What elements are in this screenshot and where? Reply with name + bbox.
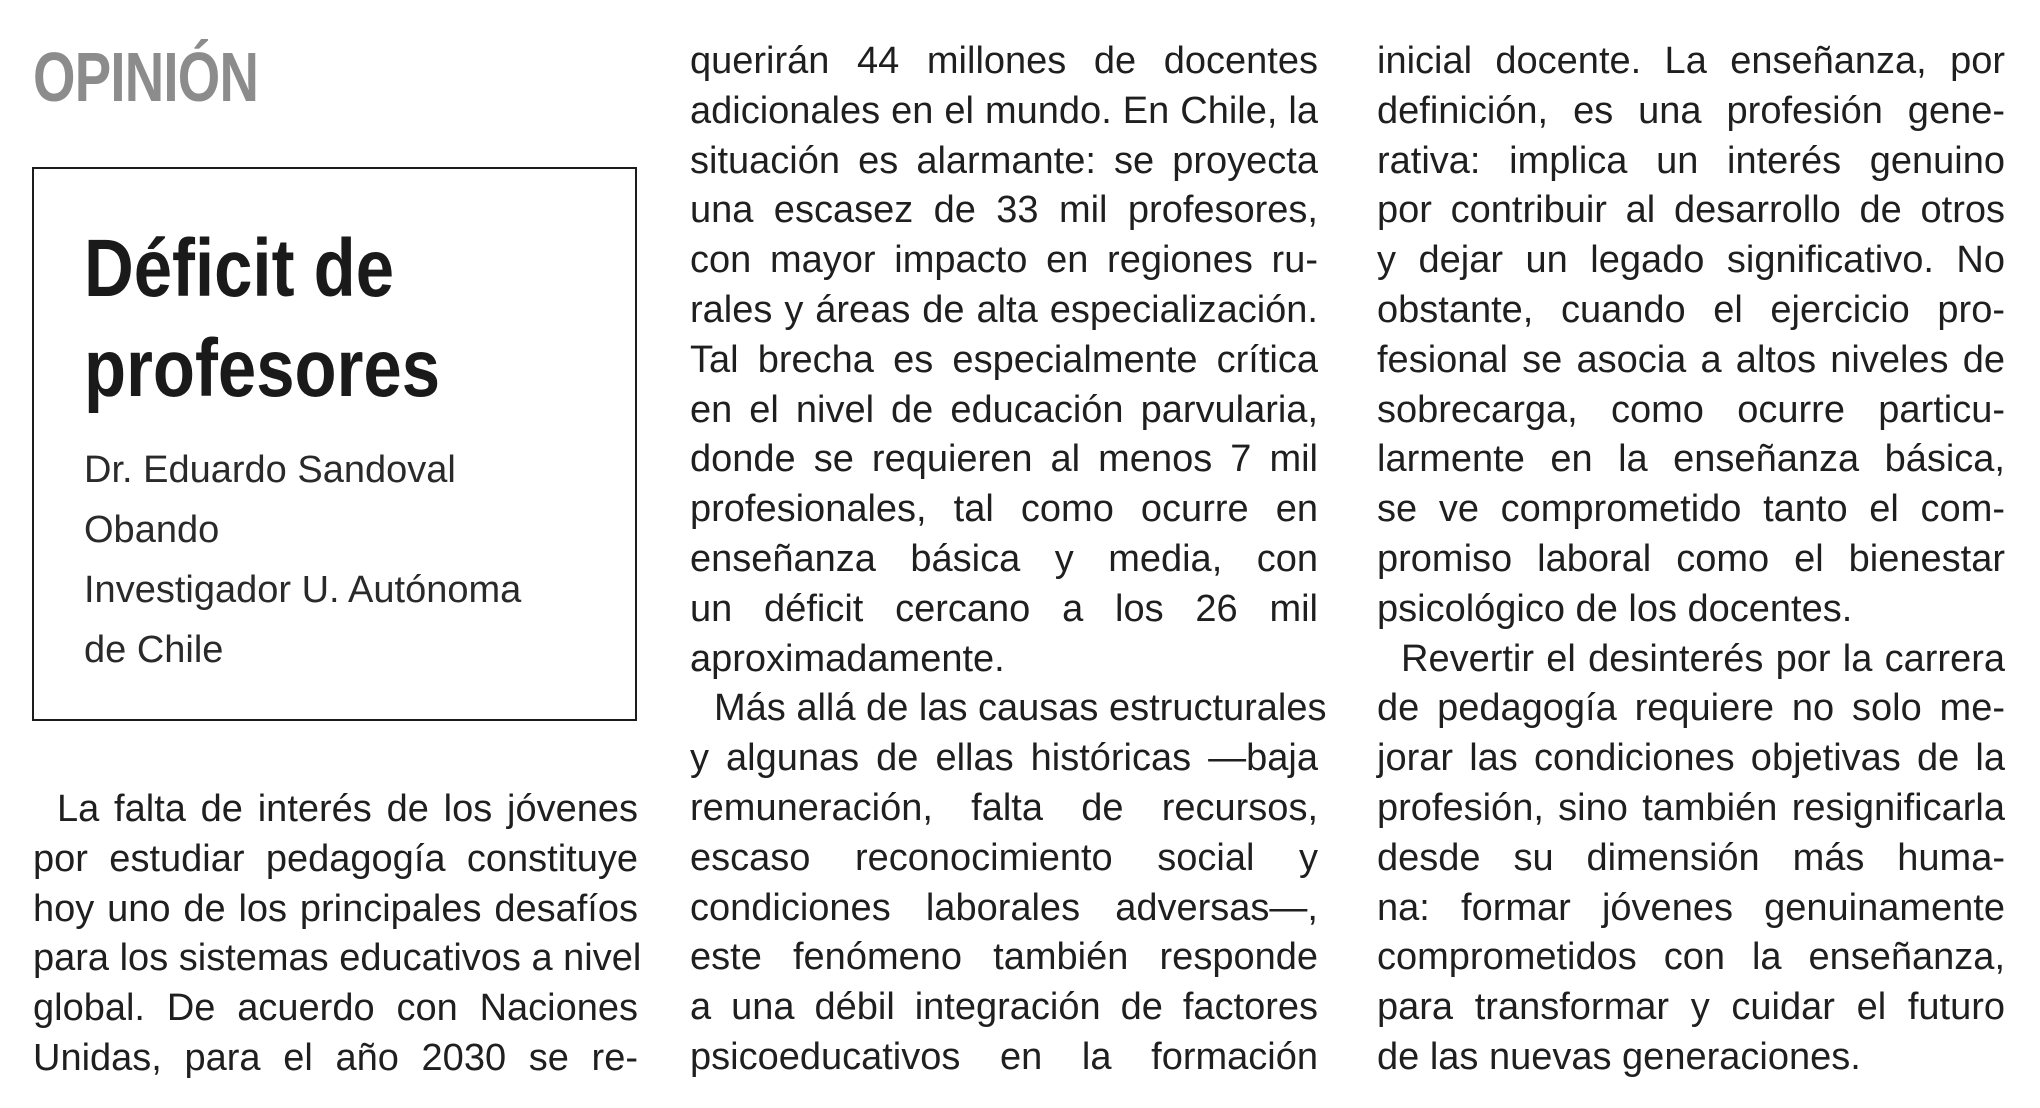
text-line: profesión, sino también resignificarla	[1377, 786, 2005, 829]
text-line: adicionales en el mundo. En Chile, la	[690, 89, 1318, 132]
text-line: larmente en la enseñanza básica,	[1377, 438, 2005, 481]
text-line: Unidas, para el año 2030 se re-	[33, 1036, 638, 1079]
text-line: obstante, cuando el ejercicio pro-	[1377, 288, 2005, 331]
text-line: profesionales, tal como ocurre en	[690, 488, 1318, 531]
article-column-3	[1377, 37, 2005, 1083]
author-affiliation: Investigador U. Autónoma	[84, 569, 522, 611]
text-line: con mayor impacto en regiones ru-	[690, 239, 1318, 282]
text-line: querirán 44 millones de docentes	[690, 40, 1318, 82]
text-line: remuneración, falta de recursos,	[690, 786, 1318, 829]
text-line: por contribuir al desarrollo de otros	[1377, 189, 2005, 232]
byline	[84, 440, 521, 680]
headline-line: Déficit de	[84, 223, 395, 314]
section-label: OPINIÓN	[33, 38, 259, 116]
text-line: de las nuevas generaciones.	[1377, 1035, 1861, 1078]
text-line: una escasez de 33 mil profesores,	[690, 189, 1318, 232]
text-line: La falta de interés de los jóvenes	[57, 788, 638, 830]
text-line: escaso reconocimiento social y	[690, 836, 1318, 879]
text-line: para los sistemas educativos a nivel	[33, 937, 642, 980]
text-line: psicoeducativos en la formación	[690, 1035, 1318, 1078]
text-line: enseñanza básica y media, con	[690, 537, 1318, 580]
text-line: desde su dimensión más huma-	[1377, 836, 2005, 879]
text-line: sobrecarga, como ocurre particu-	[1377, 388, 2005, 431]
text-line: Tal brecha es especialmente crítica	[690, 338, 1318, 381]
article-column-1	[33, 785, 642, 1084]
author-affiliation: de Chile	[84, 629, 224, 671]
text-line: promiso laboral como el bienestar	[1377, 537, 2005, 580]
text-line: rales y áreas de alta especialización.	[690, 288, 1318, 331]
text-line: en el nivel de educación parvularia,	[690, 388, 1318, 431]
text-line: jorar las condiciones objetivas de la	[1377, 737, 2005, 780]
author-name: Dr. Eduardo Sandoval	[84, 449, 456, 491]
text-line: un déficit cercano a los 26 mil	[690, 587, 1318, 630]
headline-line: profesores	[84, 323, 441, 414]
author-name: Obando	[84, 509, 220, 551]
text-line: inicial docente. La enseñanza, por	[1377, 40, 2005, 82]
text-line: a una débil integración de factores	[690, 986, 1318, 1029]
text-line: fesional se asocia a altos niveles de	[1377, 338, 2005, 381]
text-line: se ve comprometido tanto el com-	[1377, 488, 2005, 531]
text-line: y dejar un legado significativo. No	[1377, 239, 2005, 282]
text-line: global. De acuerdo con Naciones	[33, 987, 638, 1030]
text-line: hoy uno de los principales desafíos	[33, 887, 638, 930]
text-line: donde se requieren al menos 7 mil	[690, 438, 1318, 481]
text-line: este fenómeno también responde	[690, 936, 1318, 979]
text-line: definición, es una profesión gene-	[1377, 89, 2005, 132]
text-line: condiciones laborales adversas—,	[690, 886, 1318, 929]
text-line: situación es alarmante: se proyecta	[690, 139, 1318, 182]
article-column-2	[690, 37, 1327, 1083]
text-line: y algunas de ellas históricas —baja	[690, 737, 1318, 780]
text-line: por estudiar pedagogía constituye	[33, 837, 638, 880]
text-line: de pedagogía requiere no solo me-	[1377, 687, 2005, 730]
text-line: comprometidos con la enseñanza,	[1377, 936, 2005, 979]
text-line: Más allá de las causas estructurales	[714, 687, 1327, 730]
text-line: para transformar y cuidar el futuro	[1377, 986, 2005, 1029]
text-line: na: formar jóvenes genuinamente	[1377, 886, 2005, 929]
headline	[84, 219, 440, 419]
title-box	[32, 167, 637, 721]
text-line: aproximadamente.	[690, 637, 1005, 680]
text-line: psicológico de los docentes.	[1377, 587, 1853, 630]
text-line: rativa: implica un interés genuino	[1377, 139, 2005, 182]
text-line: Revertir el desinterés por la carrera	[1401, 637, 2005, 680]
